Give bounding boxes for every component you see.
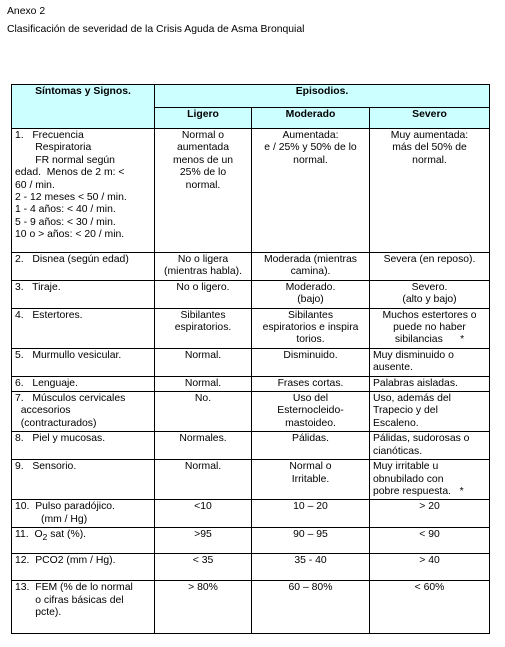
row-label: 13. FEM (% de lo normal o cifras básicas del pcte).: [15, 582, 133, 618]
cell-severe: Severa (en reposo).: [383, 254, 476, 265]
cell-severe: < 60%: [414, 582, 445, 594]
cell-mild: >95: [194, 529, 212, 541]
cell-moderate: 10 – 20: [293, 501, 328, 513]
row-label: 7. Músculos cervicales accesorios (contracturados): [15, 393, 126, 429]
cell-mild: < 35: [192, 555, 214, 567]
header-mild: Ligero: [155, 108, 252, 129]
cell-mild: Normal.: [184, 461, 222, 473]
cell-severe: Muy aumentada: más del 50% de normal.: [390, 130, 469, 166]
table-row: [12, 432, 490, 460]
cell-moderate: Pálidas.: [292, 433, 329, 445]
cell-mild: Normales.: [179, 433, 227, 445]
cell-mild: Normal o aumentada menos de un 25% de lo normal.: [172, 130, 234, 191]
table-row: [12, 376, 490, 391]
row-label: 6. Lenguaje.: [15, 377, 78, 389]
cell-mild: <10: [194, 501, 212, 513]
row-label: [15, 529, 87, 543]
table-row: [12, 554, 490, 581]
cell-severe: > 40: [419, 555, 440, 567]
header-symptoms: Síntomas y Signos.: [12, 85, 155, 129]
row-label: 10. Pulso paradójico. (mm / Hg): [15, 501, 115, 525]
cell-mild: No.: [194, 393, 212, 405]
row-label: 12. PCO2 (mm / Hg).: [15, 555, 116, 567]
table-row: [12, 392, 490, 432]
table-row: [12, 280, 490, 308]
cell-severe: Uso, además del Trapecio y del Escaleno.: [373, 393, 451, 429]
row-label: 8. Piel y mucosas.: [15, 433, 106, 445]
cell-mild: > 80%: [188, 582, 218, 594]
cell-severe: > 20: [419, 501, 440, 513]
cell-mild: Normal.: [184, 377, 222, 389]
cell-severe: Pálidas, sudorosas o cianóticas.: [373, 433, 470, 457]
row-label: 5. Murmullo vesicular.: [15, 349, 122, 361]
row-label: 3. Tiraje.: [15, 281, 61, 293]
cell-moderate: 90 – 95: [293, 529, 328, 541]
cell-severe: Muy disminuido o ausente.: [373, 349, 454, 374]
row-label-prefix: 11. O: [15, 529, 43, 541]
row-label: 2. Disnea (según edad): [15, 254, 129, 265]
table-row: [12, 528, 490, 554]
row-label: 9. Sensorio.: [15, 461, 77, 473]
cell-severe: Severo. (alto y bajo): [402, 281, 457, 306]
table-row: [12, 581, 490, 634]
annex-label: Anexo 2: [7, 6, 46, 17]
row-label: 1. Frecuencia Respiratoria FR normal según edad. Menos de 2 m: < 60 / min. 2 - 12 meses < 50 / min. 1 - 4 años: < 40 / min. 5 - 9 años: < 30 / min. 10 o > años: < 20 / min.: [15, 130, 127, 241]
cell-severe: < 90: [419, 529, 440, 541]
row-label-subscript: 2: [42, 532, 48, 543]
document-title: Clasificación de severidad de la Crisis Aguda de Asma Bronquial: [7, 24, 305, 35]
cell-moderate: Disminuido.: [283, 349, 338, 361]
cell-severe: Muchos estertores o puede no haber sibilancias *: [382, 309, 477, 346]
header-episodes: Episodios.: [155, 85, 490, 108]
cell-mild: No o ligero.: [176, 281, 230, 293]
cell-severe: Muy irritable u obnubilado con pobre respuesta. *: [373, 461, 464, 497]
row-label: 4. Estertores.: [15, 309, 83, 321]
header-severe: Severo: [370, 108, 490, 129]
cell-moderate: Moderada (mientras camina).: [264, 254, 357, 278]
cell-moderate: Frases cortas.: [277, 377, 344, 389]
table-row: [12, 460, 490, 500]
cell-moderate: Aumentada: e / 25% y 50% de lo normal.: [264, 130, 357, 166]
cell-moderate: Moderado. (bajo): [285, 281, 336, 306]
cell-moderate: Normal o Irritable.: [289, 461, 332, 485]
header-moderate: Moderado: [252, 108, 370, 129]
table-row: [12, 253, 490, 281]
severity-table: [11, 84, 490, 634]
cell-mild: No o ligera (mientras habla).: [164, 254, 242, 278]
header-row-episodes: [12, 85, 490, 108]
cell-moderate: 60 – 80%: [288, 582, 333, 594]
table-row: [12, 129, 490, 253]
table-row: [12, 500, 490, 528]
cell-mild: Sibilantes espiratorios.: [174, 309, 232, 334]
cell-moderate: Sibilantes espiratorios e inspira torios.: [262, 309, 359, 346]
cell-moderate: Uso del Esternocleido- mastoideo.: [277, 393, 344, 429]
table-row: [12, 348, 490, 376]
cell-severe: Palabras aisladas.: [373, 377, 458, 389]
cell-mild: Normal.: [184, 349, 222, 361]
table-row: [12, 308, 490, 348]
row-label-suffix: sat (%).: [47, 529, 87, 541]
cell-moderate: 35 - 40: [294, 555, 327, 567]
